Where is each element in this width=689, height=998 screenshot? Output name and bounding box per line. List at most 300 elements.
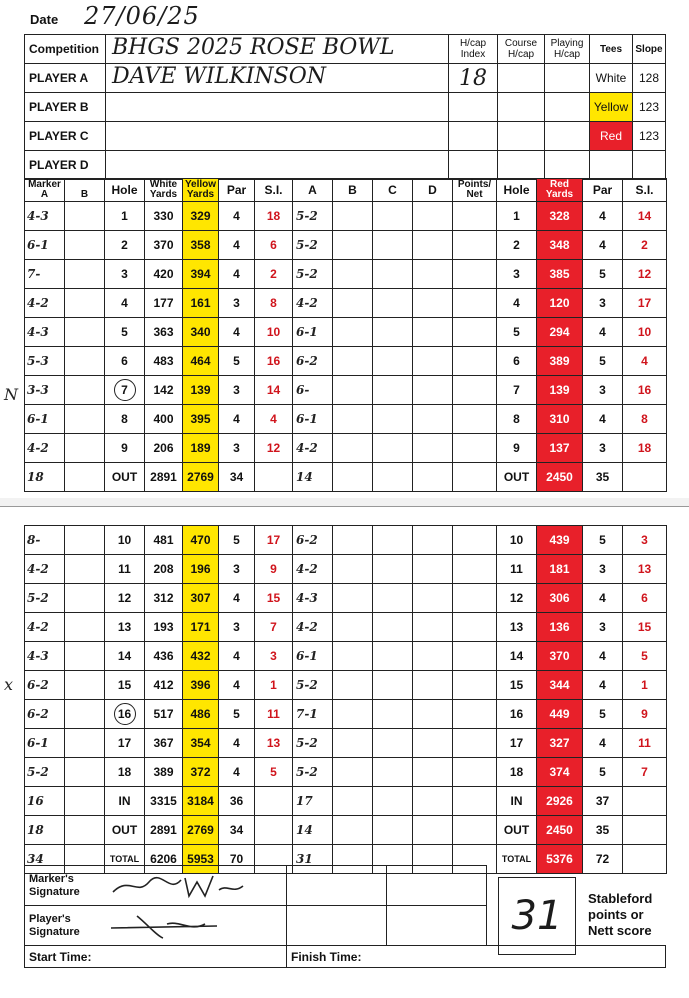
par-total-2: 35 (583, 463, 623, 492)
player-a-score: 4-2 (293, 289, 333, 318)
total-label-2: IN (497, 787, 537, 816)
hole-number: 13 (105, 613, 145, 642)
stroke-index-2: 12 (623, 260, 667, 289)
out-row (25, 816, 667, 845)
course-hcap-label: Course H/cap (498, 35, 545, 64)
marker-score: 6-2 (25, 700, 65, 729)
player-c-total (373, 787, 413, 816)
hole-number-2: 11 (497, 555, 537, 584)
player-b-total (333, 787, 373, 816)
player-d-score (413, 405, 453, 434)
hole-number: 1 (105, 202, 145, 231)
par: 4 (219, 758, 255, 787)
yellow-yards: 171 (183, 613, 219, 642)
par: 3 (219, 434, 255, 463)
player-d-score (413, 260, 453, 289)
playing-hcap-label: Playing H/cap (545, 35, 590, 64)
competition-field (106, 35, 449, 64)
total-label-2: OUT (497, 463, 537, 492)
player-a-score: 5-2 (293, 758, 333, 787)
white-yards: 420 (145, 260, 183, 289)
player-a-course-hcap (498, 64, 545, 93)
yellow-yards: 354 (183, 729, 219, 758)
marker-b-score (65, 231, 105, 260)
points-net (453, 642, 497, 671)
points-total (453, 816, 497, 845)
red-total: 5376 (537, 845, 583, 874)
red-total: 2450 (537, 463, 583, 492)
stroke-index-2: 15 (623, 613, 667, 642)
player-c-score (373, 202, 413, 231)
yellow-yards: 329 (183, 202, 219, 231)
player-b-total (333, 463, 373, 492)
total-label-2: TOTAL (497, 845, 537, 874)
marker-signature-icon (109, 870, 249, 902)
white-yards: 177 (145, 289, 183, 318)
stroke-index: 7 (255, 613, 293, 642)
player-c-score (373, 555, 413, 584)
yellow-yards: 464 (183, 347, 219, 376)
marker-score: 4-3 (25, 642, 65, 671)
table-row (25, 555, 667, 584)
player-b-score (333, 405, 373, 434)
white-yards: 517 (145, 700, 183, 729)
player-d-score (413, 700, 453, 729)
total-label: OUT (105, 816, 145, 845)
par-total-2: 37 (583, 787, 623, 816)
tee-white: White (590, 64, 633, 93)
stroke-index-2: 11 (623, 729, 667, 758)
stroke-index: 1 (255, 671, 293, 700)
player-b-course-hcap (498, 93, 545, 122)
stroke-index-2: 8 (623, 405, 667, 434)
red-yards: 370 (537, 642, 583, 671)
player-d-score (413, 318, 453, 347)
yellow-yards: 486 (183, 700, 219, 729)
player-b-score (333, 231, 373, 260)
player-a-score: 6-1 (293, 642, 333, 671)
player-c-score (373, 347, 413, 376)
white-yards: 370 (145, 231, 183, 260)
marker-b-score (65, 347, 105, 376)
yellow-yards: 395 (183, 405, 219, 434)
yellow-yards: 340 (183, 318, 219, 347)
finish-time-cell (287, 946, 666, 968)
start-time-cell (25, 946, 287, 968)
white-yards: 363 (145, 318, 183, 347)
par-2: 5 (583, 700, 623, 729)
white-yards: 208 (145, 555, 183, 584)
red-yards: 139 (537, 376, 583, 405)
hole-number-2: 1 (497, 202, 537, 231)
player-b-score (333, 700, 373, 729)
hole-circle: 7 (114, 379, 136, 401)
marker-score: 6-1 (25, 231, 65, 260)
yellow-yards: 196 (183, 555, 219, 584)
player-a-score: 5-2 (293, 231, 333, 260)
player-d-name-field (106, 151, 449, 180)
player-c-score (373, 613, 413, 642)
col-player-c: C (373, 179, 413, 202)
white-yards: 481 (145, 526, 183, 555)
player-a-score: 4-2 (293, 555, 333, 584)
player-c-score (373, 376, 413, 405)
par: 4 (219, 318, 255, 347)
par-2: 3 (583, 613, 623, 642)
player-d-label: PLAYER D (25, 151, 106, 180)
player-a-label: PLAYER A (25, 64, 106, 93)
stableford-label: Stableford points or Nett score (588, 891, 653, 938)
player-b-score (333, 376, 373, 405)
player-b-score (333, 555, 373, 584)
red-yards: 439 (537, 526, 583, 555)
marker-total: 18 (25, 816, 65, 845)
points-net (453, 729, 497, 758)
hole-number: 17 (105, 729, 145, 758)
white-yards: 412 (145, 671, 183, 700)
points-net (453, 260, 497, 289)
par-2: 3 (583, 376, 623, 405)
par: 5 (219, 526, 255, 555)
marker-score: 4-2 (25, 434, 65, 463)
white-yards: 312 (145, 584, 183, 613)
stroke-index-2: 9 (623, 700, 667, 729)
player-a-name-field (106, 64, 449, 93)
red-yards: 294 (537, 318, 583, 347)
player-d-score (413, 376, 453, 405)
table-row (25, 671, 667, 700)
player-d-total (413, 816, 453, 845)
marker-signature-label: Marker's Signature (29, 872, 80, 898)
white-yards: 389 (145, 758, 183, 787)
yellow-yards: 470 (183, 526, 219, 555)
par-total-2: 35 (583, 816, 623, 845)
par: 4 (219, 405, 255, 434)
points-net (453, 405, 497, 434)
hole-number-2: 8 (497, 405, 537, 434)
col-par: Par (219, 179, 255, 202)
table-row (25, 231, 667, 260)
marker-signature-cell (25, 866, 287, 906)
hole-number: 8 (105, 405, 145, 434)
col-yellow-yards: Yellow Yards (183, 179, 219, 202)
player-signature-cell (25, 906, 287, 946)
red-yards: 181 (537, 555, 583, 584)
player-d-score (413, 202, 453, 231)
player-d-score (413, 526, 453, 555)
hole-number-2: 2 (497, 231, 537, 260)
col-hole: Hole (105, 179, 145, 202)
hole-number: 14 (105, 642, 145, 671)
stroke-index: 13 (255, 729, 293, 758)
player-d-score (413, 231, 453, 260)
par-2: 4 (583, 642, 623, 671)
marker-score: 5-2 (25, 758, 65, 787)
col-par-2: Par (583, 179, 623, 202)
par: 4 (219, 729, 255, 758)
player-a-score: 6-2 (293, 347, 333, 376)
par-2: 4 (583, 584, 623, 613)
hole-number: 15 (105, 671, 145, 700)
player-b-score (333, 526, 373, 555)
player-d-score (413, 671, 453, 700)
player-b-label: PLAYER B (25, 93, 106, 122)
player-a-hcap: 18 (449, 64, 498, 93)
marker-b-score (65, 318, 105, 347)
player-a-score: 4-2 (293, 613, 333, 642)
par: 5 (219, 347, 255, 376)
marker-b-score (65, 613, 105, 642)
par-2: 3 (583, 555, 623, 584)
marker-b-score (65, 555, 105, 584)
player-a-score: 4-3 (293, 584, 333, 613)
col-marker-b (65, 179, 105, 202)
red-yards: 374 (537, 758, 583, 787)
stroke-index-2: 16 (623, 376, 667, 405)
scorecard-back (0, 506, 689, 987)
player-c-course-hcap (498, 122, 545, 151)
table-row (25, 318, 667, 347)
red-total: 2450 (537, 816, 583, 845)
points-net (453, 231, 497, 260)
marker-b-score (65, 700, 105, 729)
signature-spacer-2 (387, 866, 487, 906)
points-net (453, 347, 497, 376)
tees-label: Tees (590, 35, 633, 64)
player-b-score (333, 202, 373, 231)
hole-number-2: 5 (497, 318, 537, 347)
par-total: 34 (219, 816, 255, 845)
table-row (25, 347, 667, 376)
si-blank (255, 816, 293, 845)
marker-score: 5-2 (25, 584, 65, 613)
player-a-score: 5-2 (293, 202, 333, 231)
signature-spacer-3 (287, 906, 387, 946)
red-yards: 306 (537, 584, 583, 613)
marker-b-score (65, 526, 105, 555)
table-row (25, 289, 667, 318)
par-2: 3 (583, 289, 623, 318)
marker-b-score (65, 260, 105, 289)
player-a-score: 5-2 (293, 729, 333, 758)
par: 4 (219, 671, 255, 700)
white-yards: 400 (145, 405, 183, 434)
col-marker-a-label: A (40, 189, 49, 200)
white-total: 2891 (145, 816, 183, 845)
par: 5 (219, 700, 255, 729)
marker-b-score (65, 584, 105, 613)
player-a-score: 7-1 (293, 700, 333, 729)
stroke-index-2: 17 (623, 289, 667, 318)
player-d-slope (633, 151, 666, 180)
signature-spacer-4 (387, 906, 487, 946)
table-row (25, 260, 667, 289)
player-d-score (413, 729, 453, 758)
table-row (25, 758, 667, 787)
slope-label: Slope (633, 35, 666, 64)
table-row (25, 434, 667, 463)
yellow-total: 2769 (183, 463, 219, 492)
marker-b-score (65, 758, 105, 787)
par: 4 (219, 231, 255, 260)
points-total (453, 787, 497, 816)
player-a-total: 17 (293, 787, 333, 816)
hole-number (105, 376, 145, 405)
stroke-index: 4 (255, 405, 293, 434)
player-c-total (373, 816, 413, 845)
col-marker-a (25, 179, 65, 202)
marker-total: 34 (25, 845, 65, 874)
player-d-course-hcap (498, 151, 545, 180)
marker-score: 6-1 (25, 405, 65, 434)
col-hole-2: Hole (497, 179, 537, 202)
white-yards: 367 (145, 729, 183, 758)
si2-blank (623, 787, 667, 816)
player-signature-label: Player's Signature (29, 912, 80, 938)
stroke-index: 16 (255, 347, 293, 376)
red-yards: 389 (537, 347, 583, 376)
marker-score: 4-2 (25, 555, 65, 584)
stroke-index-2: 1 (623, 671, 667, 700)
red-yards: 348 (537, 231, 583, 260)
total-label-2: OUT (497, 816, 537, 845)
white-total: 3315 (145, 787, 183, 816)
yellow-yards: 307 (183, 584, 219, 613)
player-c-score (373, 318, 413, 347)
points-net (453, 584, 497, 613)
stroke-index: 6 (255, 231, 293, 260)
par-total: 34 (219, 463, 255, 492)
marker-b-score (65, 729, 105, 758)
red-yards: 449 (537, 700, 583, 729)
par: 4 (219, 584, 255, 613)
signature-spacer-1 (287, 866, 387, 906)
marker-b-total (65, 787, 105, 816)
yellow-yards: 358 (183, 231, 219, 260)
player-b-score (333, 613, 373, 642)
par: 3 (219, 555, 255, 584)
stroke-index-2: 10 (623, 318, 667, 347)
table-row (25, 613, 667, 642)
points-total (453, 463, 497, 492)
player-d-score (413, 642, 453, 671)
white-yards: 142 (145, 376, 183, 405)
col-player-d: D (413, 179, 453, 202)
points-net (453, 613, 497, 642)
hole-number (105, 700, 145, 729)
marker-b-score (65, 434, 105, 463)
competition-value: BHGS 2025 ROSE BOWL (112, 35, 395, 60)
player-c-label: PLAYER C (25, 122, 106, 151)
player-d-total (413, 463, 453, 492)
player-c-score (373, 700, 413, 729)
scorecard-front (0, 0, 689, 498)
table-row (25, 700, 667, 729)
stroke-index: 2 (255, 260, 293, 289)
marker-score: 4-3 (25, 318, 65, 347)
si2-blank (623, 463, 667, 492)
marker-score: 4-2 (25, 289, 65, 318)
player-d-score (413, 434, 453, 463)
player-b-score (333, 289, 373, 318)
si2-blank (623, 816, 667, 845)
back-nine-table (24, 525, 667, 874)
player-a-name: DAVE WILKINSON (112, 64, 327, 89)
red-yards: 344 (537, 671, 583, 700)
marker-score: 4-3 (25, 202, 65, 231)
player-d-score (413, 584, 453, 613)
stroke-index-2: 5 (623, 642, 667, 671)
red-yards: 136 (537, 613, 583, 642)
table-row (25, 376, 667, 405)
hole-circle: 16 (114, 703, 136, 725)
table-row (25, 584, 667, 613)
points-net (453, 434, 497, 463)
white-yards: 436 (145, 642, 183, 671)
player-d-score (413, 289, 453, 318)
par: 4 (219, 202, 255, 231)
par-2: 5 (583, 260, 623, 289)
yellow-yards: 394 (183, 260, 219, 289)
player-b-score (333, 642, 373, 671)
card-fold (0, 498, 689, 506)
player-a-score: 4-2 (293, 434, 333, 463)
player-b-score (333, 347, 373, 376)
points-net (453, 526, 497, 555)
player-d-playing-hcap (545, 151, 590, 180)
out-row (25, 463, 667, 492)
player-d-total (413, 787, 453, 816)
marker-score: 7- (25, 260, 65, 289)
player-d-score (413, 347, 453, 376)
white-yards: 330 (145, 202, 183, 231)
player-c-score (373, 584, 413, 613)
player-b-score (333, 434, 373, 463)
par: 3 (219, 613, 255, 642)
hole-number-2: 6 (497, 347, 537, 376)
player-c-playing-hcap (545, 122, 590, 151)
player-a-total: 31 (293, 845, 333, 874)
player-d-score (413, 758, 453, 787)
par: 3 (219, 376, 255, 405)
red-total: 2926 (537, 787, 583, 816)
par-total: 36 (219, 787, 255, 816)
hole-number-2: 3 (497, 260, 537, 289)
finish-time-label: Finish Time: (291, 949, 362, 964)
player-c-score (373, 260, 413, 289)
table-row (25, 642, 667, 671)
hole-number: 5 (105, 318, 145, 347)
points-net (453, 700, 497, 729)
marker-b-score (65, 289, 105, 318)
par-2: 4 (583, 671, 623, 700)
par-2: 4 (583, 729, 623, 758)
points-net (453, 318, 497, 347)
marker-score: 3-3 (25, 376, 65, 405)
par-2: 4 (583, 202, 623, 231)
points-net (453, 758, 497, 787)
margin-mark-hole15: x (4, 675, 14, 694)
slope-yellow: 123 (633, 93, 666, 122)
player-c-score (373, 231, 413, 260)
white-total: 6206 (145, 845, 183, 874)
competition-label: Competition (25, 35, 106, 64)
si-blank (255, 787, 293, 816)
col-player-b: B (333, 179, 373, 202)
red-yards: 327 (537, 729, 583, 758)
col-points: Points/ Net (453, 179, 497, 202)
player-c-score (373, 671, 413, 700)
